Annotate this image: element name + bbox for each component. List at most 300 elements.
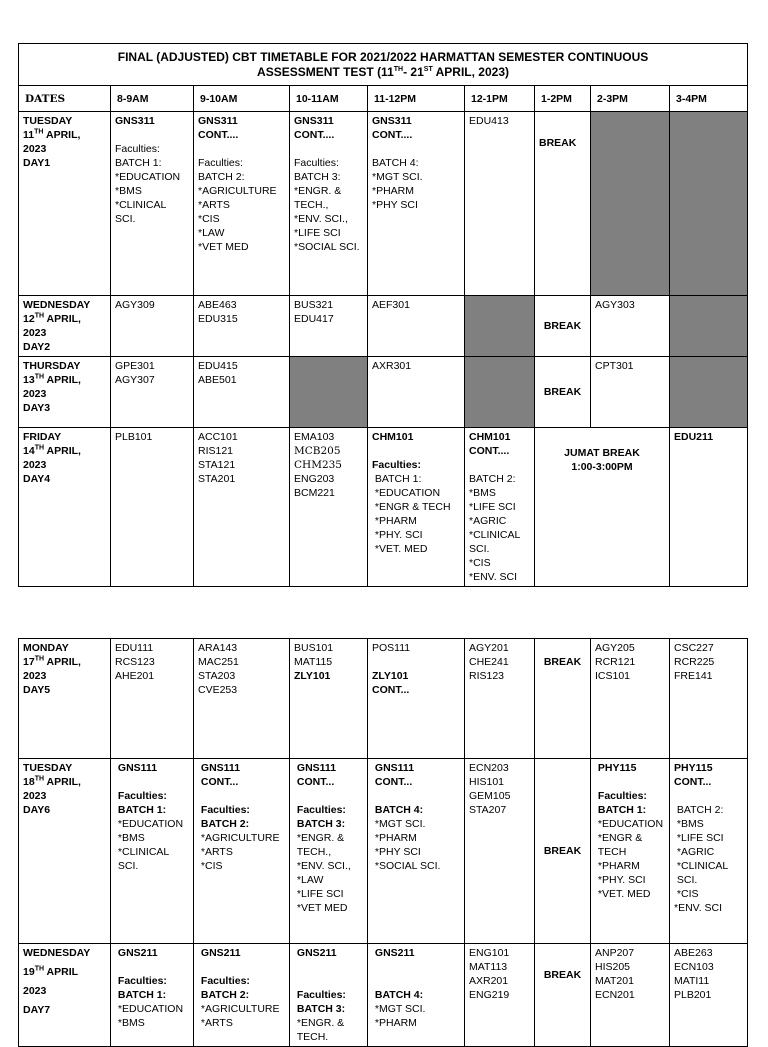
- cell-line: ACC101: [198, 431, 238, 443]
- cell-line: [294, 974, 363, 988]
- cell-line: *CLINICAL: [674, 860, 729, 872]
- slot-cell: [465, 112, 535, 296]
- cell-line: GNS211: [294, 947, 337, 959]
- slot-cell: [194, 112, 290, 296]
- slot-cell: [368, 944, 465, 1047]
- break-cell: BREAK: [535, 759, 591, 944]
- cell-line: BATCH 1:: [595, 804, 647, 816]
- date-number: 18: [23, 776, 35, 788]
- unscheduled-cell: [670, 296, 748, 357]
- timetable-page-2: [18, 638, 747, 1047]
- cell-line: *ENGR. &: [294, 185, 342, 197]
- cell-line: *ENV. SCI: [674, 902, 723, 914]
- cell-line: [372, 444, 460, 458]
- cell-line: MAC251: [198, 656, 239, 668]
- slot-cell: [465, 759, 535, 944]
- title-line-1: FINAL (ADJUSTED) CBT TIMETABLE FOR 2021/2022 HARMATTAN SEMESTER CONTINUOUS: [117, 50, 649, 64]
- table-row-day2: [19, 296, 748, 357]
- slot-cell: [290, 428, 368, 587]
- cell-line: *LIFE SCI: [674, 832, 724, 844]
- cell-line: *BMS: [674, 818, 704, 830]
- cell-line: *PHARM: [372, 1017, 417, 1029]
- date-year: 2023: [23, 327, 47, 339]
- cell-line: GNS211: [198, 947, 241, 959]
- cell-line: CONT....: [294, 129, 335, 141]
- break-cell: BREAK: [535, 639, 591, 759]
- cell-line: *EDUCATION: [372, 487, 441, 499]
- date-year: 2023: [23, 670, 47, 682]
- cell-line: *CIS: [674, 888, 699, 900]
- slot-cell: [194, 759, 290, 944]
- date-suffix: TH: [34, 444, 45, 452]
- cell-line: *CLINICAL: [469, 529, 521, 541]
- weekday-label: MONDAY: [23, 642, 69, 654]
- cell-line: BUS101: [294, 642, 334, 654]
- cell-line: *PHY. SCI: [595, 874, 646, 886]
- cell-line: [115, 128, 189, 142]
- date-month: APRIL,: [44, 313, 81, 325]
- slot-cell: [368, 357, 465, 428]
- cell-line: *MGT SCI.: [372, 1003, 426, 1015]
- day-number-label: DAY4: [23, 473, 51, 485]
- slot-cell: [290, 759, 368, 944]
- cell-line: AGY205: [595, 642, 635, 654]
- cell-line: *LAW: [294, 874, 324, 886]
- slot-cell: [290, 944, 368, 1047]
- slot-cell: [368, 296, 465, 357]
- day-number-label: DAY3: [23, 402, 51, 414]
- cell-line: *MGT SCI.: [372, 171, 423, 183]
- header-1-2pm: 1-2PM: [535, 86, 591, 112]
- date-cell: [19, 357, 111, 428]
- cell-line: PHY115: [595, 762, 637, 774]
- cell-line: CONT...: [674, 776, 712, 788]
- unscheduled-cell: [465, 296, 535, 357]
- cell-line: [595, 775, 665, 789]
- cell-line: *AGRICULTURE: [198, 185, 277, 197]
- slot-cell: [368, 759, 465, 944]
- cell-line: [198, 142, 285, 156]
- unscheduled-cell: [290, 357, 368, 428]
- cell-line: ANP207: [595, 947, 635, 959]
- cell-line: Faculties:: [115, 975, 167, 987]
- cell-line: ZLY101: [294, 670, 331, 682]
- date-suffix: TH: [34, 128, 44, 136]
- cell-line: BUS321: [294, 299, 334, 311]
- cell-line: *CIS: [469, 557, 491, 569]
- weekday-label: WEDNESDAY: [23, 947, 91, 959]
- cell-line: *PHARM: [372, 185, 415, 197]
- cell-line: *ENGR & TECH: [372, 501, 451, 513]
- cell-line: CSC227: [674, 642, 714, 654]
- cell-line: AGY307: [115, 374, 155, 386]
- cell-line: RCR225: [674, 656, 715, 668]
- date-number: 13: [23, 374, 35, 386]
- cell-line: GNS111: [115, 762, 158, 774]
- cell-line: STA201: [198, 473, 236, 485]
- cell-line: SCI.: [115, 213, 136, 225]
- cell-line: BATCH 3:: [294, 171, 341, 183]
- cell-line: FRE141: [674, 670, 713, 682]
- cell-line: Faculties:: [198, 157, 243, 169]
- date-year: 2023: [23, 459, 47, 471]
- cell-line: *EDUCATION: [115, 818, 184, 830]
- cell-line: *ENV. SCI.,: [294, 860, 351, 872]
- header-8-9am: 8-9AM: [111, 86, 194, 112]
- cell-line: CPT301: [595, 360, 634, 372]
- cell-line: TECH.,: [294, 846, 332, 858]
- timetable-page-1: [18, 43, 747, 587]
- cell-line: RCS123: [115, 656, 155, 668]
- day-number-label: DAY5: [23, 684, 51, 696]
- cell-line: AGY201: [469, 642, 509, 654]
- cell-line: ENG219: [469, 989, 510, 1001]
- cell-line: *LIFE SCI: [294, 227, 341, 239]
- cell-line: [294, 960, 363, 974]
- slot-cell: [290, 296, 368, 357]
- date-month: APRIL: [44, 966, 79, 978]
- date-suffix: TH: [34, 373, 45, 381]
- cell-line: GEM105: [469, 790, 511, 802]
- cell-line: *ENV. SCI.,: [294, 213, 348, 225]
- header-2-3pm: 2-3PM: [591, 86, 670, 112]
- date-year: 2023: [23, 985, 47, 997]
- date-suffix: TH: [34, 312, 45, 320]
- cell-line: BATCH 4:: [372, 804, 424, 816]
- timetable-table-1: [18, 43, 748, 587]
- slot-cell: [670, 428, 748, 587]
- table-row-day1: [19, 112, 748, 296]
- cell-line: *ARTS: [198, 199, 230, 211]
- slot-cell: [194, 639, 290, 759]
- cell-line: STA203: [198, 670, 236, 682]
- cell-line: *AGRIC: [469, 515, 507, 527]
- day-number-label: DAY7: [23, 1004, 51, 1016]
- cell-line: BATCH 2:: [198, 171, 245, 183]
- weekday-label: WEDNESDAY: [23, 299, 91, 311]
- date-number: 17: [23, 656, 35, 668]
- cell-line: CHM101: [372, 431, 414, 443]
- cell-line: CHE241: [469, 656, 509, 668]
- cell-line: HIS205: [595, 961, 631, 973]
- cell-line: BATCH 1:: [115, 989, 167, 1001]
- cell-line: *EDUCATION: [115, 171, 181, 183]
- table-row-day3: [19, 357, 748, 428]
- cell-line: *SOCIAL SCI.: [372, 860, 441, 872]
- cell-line: Faculties:: [115, 143, 160, 155]
- cell-line: [372, 142, 460, 156]
- cell-line: TECH.,: [294, 199, 329, 211]
- cell-line: [294, 142, 363, 156]
- cell-line: *CIS: [198, 860, 223, 872]
- header-10-11am: 10-11AM: [290, 86, 368, 112]
- unscheduled-cell: [591, 112, 670, 296]
- title-line-2-mid: - 21: [403, 65, 424, 79]
- table-row-day6: [19, 759, 748, 944]
- slot-cell: [591, 296, 670, 357]
- cell-line: MAT201: [595, 975, 634, 987]
- unscheduled-cell: [465, 357, 535, 428]
- cell-line: RIS121: [198, 445, 234, 457]
- header-12-1pm: 12-1PM: [465, 86, 535, 112]
- date-year: 2023: [23, 790, 47, 802]
- cell-line: *PHY SCI: [372, 846, 421, 858]
- day-number-label: DAY2: [23, 341, 51, 353]
- cell-line: [372, 960, 460, 974]
- cell-line: CVE253: [198, 684, 238, 696]
- date-month: APRIL,: [44, 374, 81, 386]
- slot-cell: [465, 639, 535, 759]
- cell-line: *ENGR &: [595, 832, 643, 844]
- slot-cell: [670, 944, 748, 1047]
- slot-cell: [368, 639, 465, 759]
- cell-line: *ENV. SCI: [469, 571, 518, 583]
- cell-line: ABE263: [674, 947, 713, 959]
- cell-line: HIS101: [469, 776, 505, 788]
- cell-line: GNS311: [198, 115, 238, 127]
- slot-cell: [290, 112, 368, 296]
- cell-line: BATCH 2:: [469, 473, 516, 485]
- date-month: APRIL,: [44, 656, 81, 668]
- cell-line: EDU417: [294, 313, 334, 325]
- cell-line: Faculties:: [595, 790, 647, 802]
- page-title: [19, 44, 748, 86]
- slot-cell: [591, 759, 670, 944]
- break-cell: BREAK: [535, 944, 591, 1047]
- cell-line: *CLINICAL: [115, 199, 167, 211]
- cell-line: Faculties:: [294, 804, 346, 816]
- cell-line: *LAW: [198, 227, 225, 239]
- slot-cell: [111, 112, 194, 296]
- timetable-table-2: [18, 638, 748, 1047]
- cell-line: PHY115: [674, 762, 713, 774]
- cell-line: AXR201: [469, 975, 509, 987]
- slot-cell: [194, 944, 290, 1047]
- cell-line: STA121: [198, 459, 236, 471]
- cell-line: *CIS: [198, 213, 220, 225]
- cell-line: *AGRICULTURE: [198, 832, 280, 844]
- cell-line: CONT....: [372, 129, 413, 141]
- cell-line: BATCH 2:: [198, 818, 250, 830]
- slot-cell: [111, 428, 194, 587]
- cell-line: ABE463: [198, 299, 237, 311]
- jumat-break-cell: [535, 428, 670, 587]
- cell-line: *PHARM: [595, 860, 640, 872]
- cell-line: EMA103: [294, 431, 335, 443]
- cell-line: BATCH 2:: [198, 989, 250, 1001]
- slot-cell: [368, 112, 465, 296]
- cell-line: *AGRICULTURE: [198, 1003, 280, 1015]
- slot-cell: [465, 944, 535, 1047]
- weekday-label: FRIDAY: [23, 431, 62, 443]
- header-11-12pm: 11-12PM: [368, 86, 465, 112]
- cell-line: GNS311: [294, 115, 334, 127]
- cell-line: *BMS: [115, 832, 145, 844]
- cell-line: *PHARM: [372, 832, 417, 844]
- cell-line: ENG101: [469, 947, 510, 959]
- cell-line: 1:00-3:00PM: [571, 461, 633, 473]
- unscheduled-cell: [670, 357, 748, 428]
- cell-line: EDU415: [198, 360, 238, 372]
- cell-line: Faculties:: [294, 989, 346, 1001]
- cell-line: ICS101: [595, 670, 631, 682]
- cell-line: CONT...: [372, 684, 410, 696]
- break-cell: BREAK: [535, 112, 591, 296]
- date-cell: [19, 112, 111, 296]
- date-month: APRIL,: [43, 129, 81, 141]
- cell-line: *LIFE SCI: [294, 888, 344, 900]
- cell-line: MAT113: [469, 961, 508, 973]
- title-line-2-end: APRIL, 2023): [432, 65, 509, 79]
- cell-line: STA207: [469, 804, 507, 816]
- cell-line: *ENGR. &: [294, 1017, 345, 1029]
- title-line-2: ASSESSMENT TEST (11: [257, 65, 394, 79]
- cell-line: ECN203: [469, 762, 509, 774]
- date-cell: [19, 428, 111, 587]
- cell-line: EDU315: [198, 313, 238, 325]
- cell-line: ECN201: [595, 989, 635, 1001]
- cell-line: AGY303: [595, 299, 635, 311]
- date-number: 14: [23, 445, 35, 457]
- cell-line: AEF301: [372, 299, 410, 311]
- date-year: 2023: [23, 143, 47, 155]
- slot-cell: [194, 357, 290, 428]
- date-month: APRIL,: [44, 445, 81, 457]
- cell-line: [198, 789, 285, 803]
- cell-line: [469, 458, 530, 472]
- day-number-label: DAY6: [23, 804, 51, 816]
- slot-cell: [591, 639, 670, 759]
- cell-line: *CLINICAL: [115, 846, 170, 858]
- cell-line: RIS123: [469, 670, 505, 682]
- cell-line: PLB101: [115, 431, 153, 443]
- cell-line: CONT....: [198, 129, 239, 141]
- cell-line: *PHY SCI: [372, 199, 418, 211]
- cell-line: *PHY. SCI: [372, 529, 423, 541]
- cell-line: SCI.: [115, 860, 139, 872]
- table-row-day5: [19, 639, 748, 759]
- cell-line: POS111: [372, 642, 411, 654]
- cell-line: BATCH 1:: [115, 157, 162, 169]
- weekday-label: TUESDAY: [23, 762, 73, 774]
- cell-line: RCR121: [595, 656, 636, 668]
- slot-cell: [111, 296, 194, 357]
- cell-line: CHM235: [294, 459, 342, 471]
- cell-line: *BMS: [115, 1017, 145, 1029]
- cell-line: *PHARM: [372, 515, 417, 527]
- slot-cell: [368, 428, 465, 587]
- cell-line: BCM221: [294, 487, 335, 499]
- weekday-label: TUESDAY: [23, 115, 73, 127]
- cell-line: AHE201: [115, 670, 155, 682]
- cell-line: MAT115: [294, 656, 333, 668]
- cell-line: AXR301: [372, 360, 412, 372]
- slot-cell: [465, 428, 535, 587]
- date-month: APRIL,: [44, 776, 81, 788]
- cell-line: SCI.: [469, 543, 490, 555]
- cell-line: BATCH 3:: [294, 818, 346, 830]
- cell-line: CHM101: [469, 431, 511, 443]
- cell-line: Faculties:: [294, 157, 339, 169]
- cell-line: *VET MED: [198, 241, 249, 253]
- cell-line: BATCH 1:: [372, 473, 422, 485]
- title-sup-1: TH: [393, 66, 404, 73]
- cell-line: Faculties:: [198, 804, 250, 816]
- cell-line: *ARTS: [198, 846, 233, 858]
- cell-line: CONT...: [294, 776, 335, 788]
- cell-line: [115, 960, 189, 974]
- cell-line: EDU413: [469, 115, 509, 127]
- cell-line: *ARTS: [198, 1017, 233, 1029]
- cell-line: *AGRIC: [674, 846, 715, 858]
- cell-line: PLB201: [674, 989, 712, 1001]
- date-number: 19: [23, 966, 35, 978]
- slot-cell: [591, 357, 670, 428]
- cell-line: JUMAT BREAK: [564, 447, 640, 459]
- cell-line: [674, 789, 743, 803]
- cell-line: [115, 775, 189, 789]
- date-number: 11: [23, 129, 35, 141]
- cell-line: ENG203: [294, 473, 335, 485]
- date-cell: [19, 296, 111, 357]
- slot-cell: [290, 639, 368, 759]
- day-number-label: DAY1: [23, 157, 51, 169]
- cell-line: *SOCIAL SCI.: [294, 241, 360, 253]
- weekday-label: THURSDAY: [23, 360, 81, 372]
- cell-line: [372, 655, 460, 669]
- header-dates: DATES: [19, 86, 111, 112]
- date-suffix: TH: [34, 965, 45, 973]
- cell-line: GNS311: [372, 115, 412, 127]
- slot-cell: [111, 639, 194, 759]
- cell-line: MCB205: [294, 445, 341, 457]
- cell-line: CONT...: [198, 776, 239, 788]
- cell-line: GNS211: [115, 947, 158, 959]
- cell-line: [372, 974, 460, 988]
- slot-cell: [591, 944, 670, 1047]
- cell-line: ABE501: [198, 374, 237, 386]
- header-3-4pm: 3-4PM: [670, 86, 748, 112]
- title-sup-2: ST: [423, 66, 433, 73]
- date-number: 12: [23, 313, 35, 325]
- date-cell: [19, 759, 111, 944]
- unscheduled-cell: [670, 112, 748, 296]
- cell-line: BATCH 1:: [115, 804, 167, 816]
- cell-line: BATCH 4:: [372, 157, 419, 169]
- cell-line: GNS211: [372, 947, 415, 959]
- cell-line: TECH.: [294, 1031, 329, 1043]
- cell-line: ECN103: [674, 961, 714, 973]
- cell-line: [198, 960, 285, 974]
- cell-line: *ENGR. &: [294, 832, 345, 844]
- date-cell: [19, 639, 111, 759]
- table-row-day7: [19, 944, 748, 1047]
- cell-line: *LIFE SCI: [469, 501, 516, 513]
- date-cell: [19, 944, 111, 1047]
- cell-line: GPE301: [115, 360, 155, 372]
- cell-line: CONT....: [469, 445, 510, 457]
- cell-line: BATCH 4:: [372, 989, 424, 1001]
- slot-cell: [111, 944, 194, 1047]
- cell-line: BATCH 3:: [294, 1003, 346, 1015]
- cell-line: *EDUCATION: [115, 1003, 184, 1015]
- cell-line: ARA143: [198, 642, 238, 654]
- cell-line: GNS311: [115, 115, 155, 127]
- cell-line: ZLY101: [372, 670, 409, 682]
- cell-line: GNS111: [372, 762, 415, 774]
- slot-cell: [670, 639, 748, 759]
- cell-line: SCI.: [674, 874, 698, 886]
